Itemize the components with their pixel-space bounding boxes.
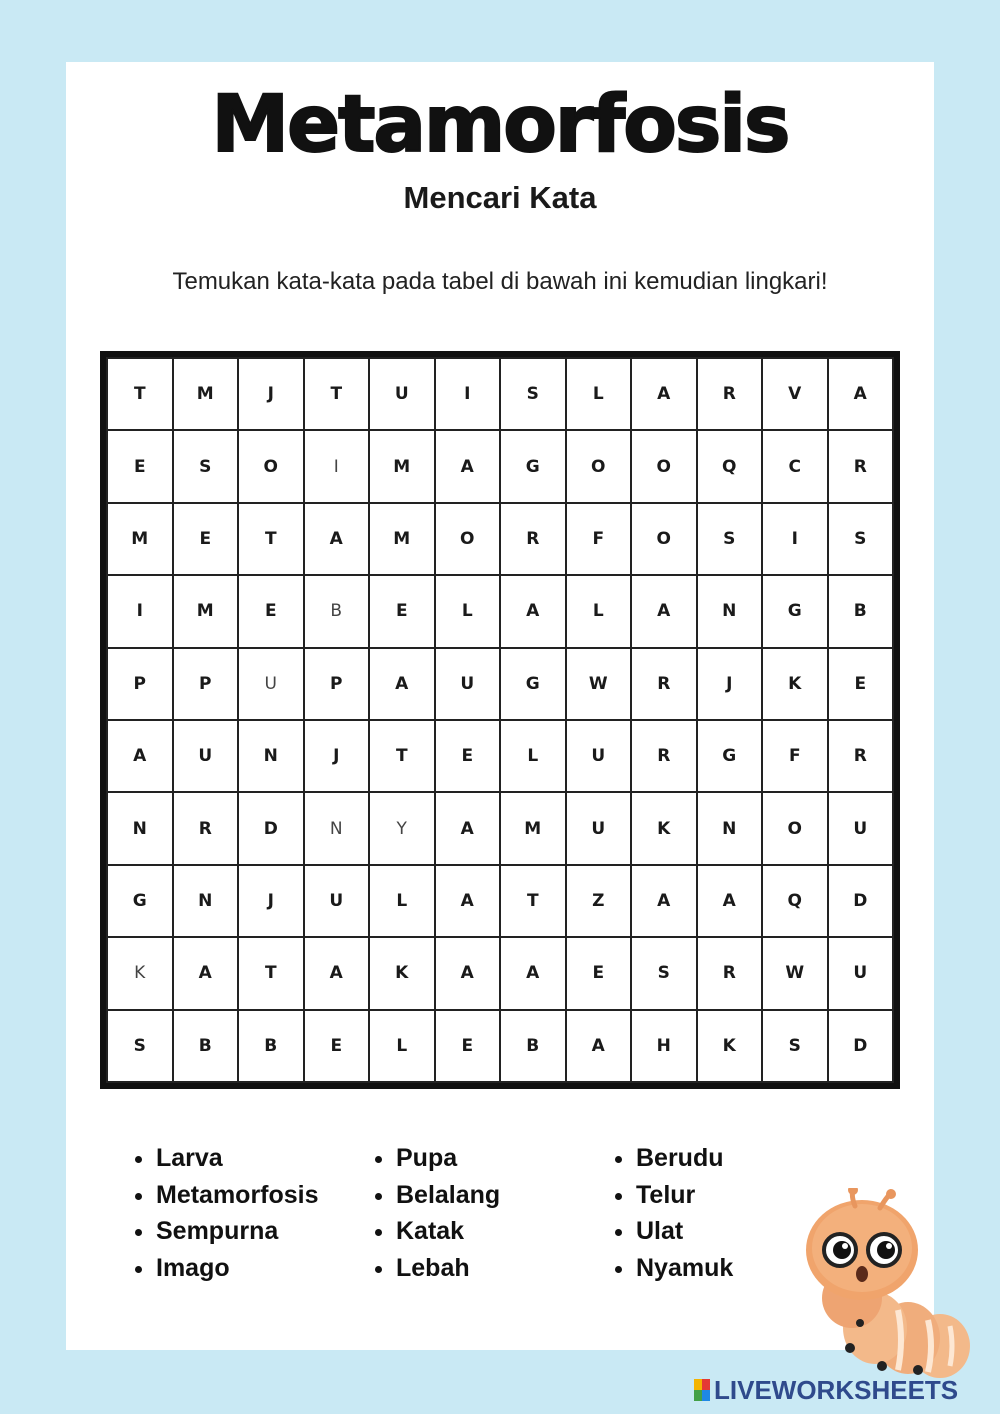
grid-cell[interactable]: M bbox=[173, 358, 239, 430]
grid-cell[interactable]: J bbox=[238, 358, 304, 430]
grid-cell[interactable]: Q bbox=[762, 865, 828, 937]
grid-cell[interactable]: A bbox=[173, 937, 239, 1009]
grid-cell[interactable]: P bbox=[304, 648, 370, 720]
grid-cell[interactable]: T bbox=[304, 358, 370, 430]
brand-name: LIVEWORKSHEETS bbox=[714, 1374, 959, 1405]
grid-cell[interactable]: P bbox=[173, 648, 239, 720]
word-list-item: • Sempurna bbox=[156, 1213, 368, 1250]
grid-row bbox=[107, 503, 893, 575]
grid-cell[interactable]: M bbox=[500, 792, 566, 864]
grid-cell[interactable]: R bbox=[828, 430, 894, 502]
grid-cell[interactable]: B bbox=[238, 1010, 304, 1082]
word-list-item: • Telur bbox=[636, 1177, 848, 1214]
grid-cell[interactable]: A bbox=[631, 865, 697, 937]
grid-cell[interactable]: E bbox=[173, 503, 239, 575]
grid-cell[interactable]: I bbox=[435, 358, 501, 430]
grid-cell[interactable]: T bbox=[500, 865, 566, 937]
word-list-item: • Belalang bbox=[396, 1177, 608, 1214]
word-list-item: • Larva bbox=[156, 1140, 368, 1177]
grid-cell[interactable]: L bbox=[566, 575, 632, 647]
grid-cell[interactable]: U bbox=[435, 648, 501, 720]
word-search-table bbox=[106, 357, 894, 1083]
grid-cell[interactable]: A bbox=[435, 865, 501, 937]
grid-cell[interactable]: L bbox=[500, 720, 566, 792]
grid-cell[interactable]: M bbox=[107, 503, 173, 575]
grid-cell[interactable]: Z bbox=[566, 865, 632, 937]
grid-cell[interactable]: U bbox=[566, 792, 632, 864]
grid-cell[interactable]: B bbox=[304, 575, 370, 647]
grid-cell[interactable]: P bbox=[107, 648, 173, 720]
grid-cell[interactable]: U bbox=[566, 720, 632, 792]
grid-cell[interactable]: K bbox=[631, 792, 697, 864]
grid-cell[interactable]: E bbox=[828, 648, 894, 720]
grid-cell[interactable]: E bbox=[369, 575, 435, 647]
word-list-item: • Nyamuk bbox=[636, 1250, 848, 1287]
grid-cell[interactable]: E bbox=[107, 430, 173, 502]
grid-cell[interactable]: S bbox=[173, 430, 239, 502]
grid-cell[interactable]: W bbox=[762, 937, 828, 1009]
grid-cell[interactable]: W bbox=[566, 648, 632, 720]
grid-cell[interactable]: A bbox=[304, 937, 370, 1009]
grid-cell[interactable]: G bbox=[107, 865, 173, 937]
grid-row bbox=[107, 1010, 893, 1082]
word-list-item: • Ulat bbox=[636, 1213, 848, 1250]
grid-cell[interactable]: O bbox=[762, 792, 828, 864]
grid-cell[interactable]: R bbox=[631, 720, 697, 792]
grid-cell[interactable]: D bbox=[238, 792, 304, 864]
grid-row bbox=[107, 430, 893, 502]
grid-cell[interactable]: U bbox=[238, 648, 304, 720]
grid-cell[interactable]: U bbox=[173, 720, 239, 792]
grid-cell[interactable]: N bbox=[173, 865, 239, 937]
grid-cell[interactable]: U bbox=[369, 358, 435, 430]
grid-cell[interactable]: Y bbox=[369, 792, 435, 864]
grid-cell[interactable]: A bbox=[369, 648, 435, 720]
grid-cell[interactable]: A bbox=[566, 1010, 632, 1082]
grid-cell[interactable]: A bbox=[435, 937, 501, 1009]
grid-cell[interactable]: L bbox=[435, 575, 501, 647]
grid-cell[interactable]: A bbox=[631, 358, 697, 430]
grid-cell[interactable]: A bbox=[500, 937, 566, 1009]
grid-cell[interactable]: N bbox=[697, 792, 763, 864]
grid-cell[interactable]: J bbox=[238, 865, 304, 937]
grid-cell[interactable]: R bbox=[828, 720, 894, 792]
grid-cell[interactable]: T bbox=[369, 720, 435, 792]
word-list-item: • Imago bbox=[156, 1250, 368, 1287]
grid-cell[interactable]: C bbox=[762, 430, 828, 502]
grid-row bbox=[107, 720, 893, 792]
grid-cell[interactable]: V bbox=[762, 358, 828, 430]
grid-cell[interactable]: D bbox=[828, 1010, 894, 1082]
grid-cell[interactable]: K bbox=[762, 648, 828, 720]
grid-row bbox=[107, 865, 893, 937]
grid-cell[interactable]: G bbox=[697, 720, 763, 792]
grid-cell[interactable]: E bbox=[435, 720, 501, 792]
grid-cell[interactable]: F bbox=[762, 720, 828, 792]
grid-cell[interactable]: I bbox=[304, 430, 370, 502]
word-search-grid bbox=[100, 351, 900, 1089]
page-subtitle: Mencari Kata bbox=[403, 180, 597, 215]
grid-cell[interactable]: S bbox=[631, 937, 697, 1009]
grid-cell[interactable]: T bbox=[238, 937, 304, 1009]
grid-cell[interactable]: R bbox=[697, 358, 763, 430]
grid-cell[interactable]: U bbox=[828, 792, 894, 864]
grid-cell[interactable]: G bbox=[500, 648, 566, 720]
grid-cell[interactable]: O bbox=[435, 503, 501, 575]
grid-cell[interactable]: B bbox=[173, 1010, 239, 1082]
word-list-item: • Lebah bbox=[396, 1250, 608, 1287]
grid-cell[interactable]: R bbox=[631, 648, 697, 720]
grid-row bbox=[107, 358, 893, 430]
grid-cell[interactable]: O bbox=[566, 430, 632, 502]
word-list-item: • Metamorfosis bbox=[156, 1177, 368, 1214]
grid-cell[interactable]: O bbox=[238, 430, 304, 502]
word-column bbox=[128, 1140, 368, 1286]
grid-cell[interactable]: O bbox=[631, 503, 697, 575]
footer-brand bbox=[694, 1374, 958, 1406]
grid-cell[interactable]: I bbox=[762, 503, 828, 575]
grid-cell[interactable]: M bbox=[369, 430, 435, 502]
grid-cell[interactable]: J bbox=[697, 648, 763, 720]
grid-cell[interactable]: N bbox=[697, 575, 763, 647]
grid-cell[interactable]: N bbox=[304, 792, 370, 864]
grid-cell[interactable]: S bbox=[697, 503, 763, 575]
grid-cell[interactable]: N bbox=[107, 792, 173, 864]
grid-cell[interactable]: A bbox=[500, 575, 566, 647]
grid-cell[interactable]: M bbox=[173, 575, 239, 647]
grid-cell[interactable]: H bbox=[631, 1010, 697, 1082]
grid-cell[interactable]: U bbox=[828, 937, 894, 1009]
grid-row bbox=[107, 792, 893, 864]
grid-cell[interactable]: S bbox=[828, 503, 894, 575]
grid-cell[interactable]: E bbox=[435, 1010, 501, 1082]
grid-cell[interactable]: A bbox=[435, 792, 501, 864]
instruction-text: Temukan kata-kata pada tabel di bawah ini kemudian lingkari! bbox=[172, 268, 828, 295]
grid-cell[interactable]: K bbox=[107, 937, 173, 1009]
grid-row bbox=[107, 575, 893, 647]
word-list-item: • Berudu bbox=[636, 1140, 848, 1177]
grid-row bbox=[107, 937, 893, 1009]
grid-cell[interactable]: S bbox=[762, 1010, 828, 1082]
grid-cell[interactable]: L bbox=[369, 865, 435, 937]
grid-cell[interactable]: J bbox=[304, 720, 370, 792]
grid-cell[interactable]: D bbox=[828, 865, 894, 937]
grid-cell[interactable]: T bbox=[238, 503, 304, 575]
grid-cell[interactable]: A bbox=[304, 503, 370, 575]
grid-cell[interactable]: E bbox=[566, 937, 632, 1009]
grid-cell[interactable]: B bbox=[500, 1010, 566, 1082]
grid-cell[interactable]: A bbox=[435, 430, 501, 502]
grid-cell[interactable]: S bbox=[500, 358, 566, 430]
grid-cell[interactable]: G bbox=[762, 575, 828, 647]
grid-cell[interactable]: O bbox=[631, 430, 697, 502]
grid-cell[interactable]: Q bbox=[697, 430, 763, 502]
word-list-item: • Pupa bbox=[396, 1140, 608, 1177]
grid-cell[interactable]: E bbox=[238, 575, 304, 647]
grid-cell[interactable]: S bbox=[107, 1010, 173, 1082]
grid-cell[interactable]: E bbox=[304, 1010, 370, 1082]
caterpillar-illustration bbox=[800, 1188, 975, 1388]
grid-cell[interactable]: A bbox=[631, 575, 697, 647]
grid-cell[interactable]: N bbox=[238, 720, 304, 792]
grid-cell[interactable]: I bbox=[107, 575, 173, 647]
grid-cell[interactable]: K bbox=[369, 937, 435, 1009]
grid-cell[interactable]: R bbox=[500, 503, 566, 575]
grid-cell[interactable]: G bbox=[500, 430, 566, 502]
liveworksheets-logo-icon bbox=[694, 1379, 710, 1401]
grid-row bbox=[107, 648, 893, 720]
grid-cell[interactable]: K bbox=[697, 1010, 763, 1082]
grid-cell[interactable]: A bbox=[697, 865, 763, 937]
word-list bbox=[128, 1140, 848, 1286]
grid-cell[interactable]: R bbox=[173, 792, 239, 864]
grid-cell[interactable]: A bbox=[828, 358, 894, 430]
grid-cell[interactable]: M bbox=[369, 503, 435, 575]
grid-cell[interactable]: L bbox=[369, 1010, 435, 1082]
grid-cell[interactable]: U bbox=[304, 865, 370, 937]
word-list-item: • Katak bbox=[396, 1213, 608, 1250]
grid-cell[interactable]: T bbox=[107, 358, 173, 430]
grid-cell[interactable]: F bbox=[566, 503, 632, 575]
word-column bbox=[368, 1140, 608, 1286]
grid-cell[interactable]: A bbox=[107, 720, 173, 792]
page-title: Metamorfosis bbox=[211, 80, 789, 170]
grid-cell[interactable]: B bbox=[828, 575, 894, 647]
grid-cell[interactable]: R bbox=[697, 937, 763, 1009]
grid-cell[interactable]: L bbox=[566, 358, 632, 430]
